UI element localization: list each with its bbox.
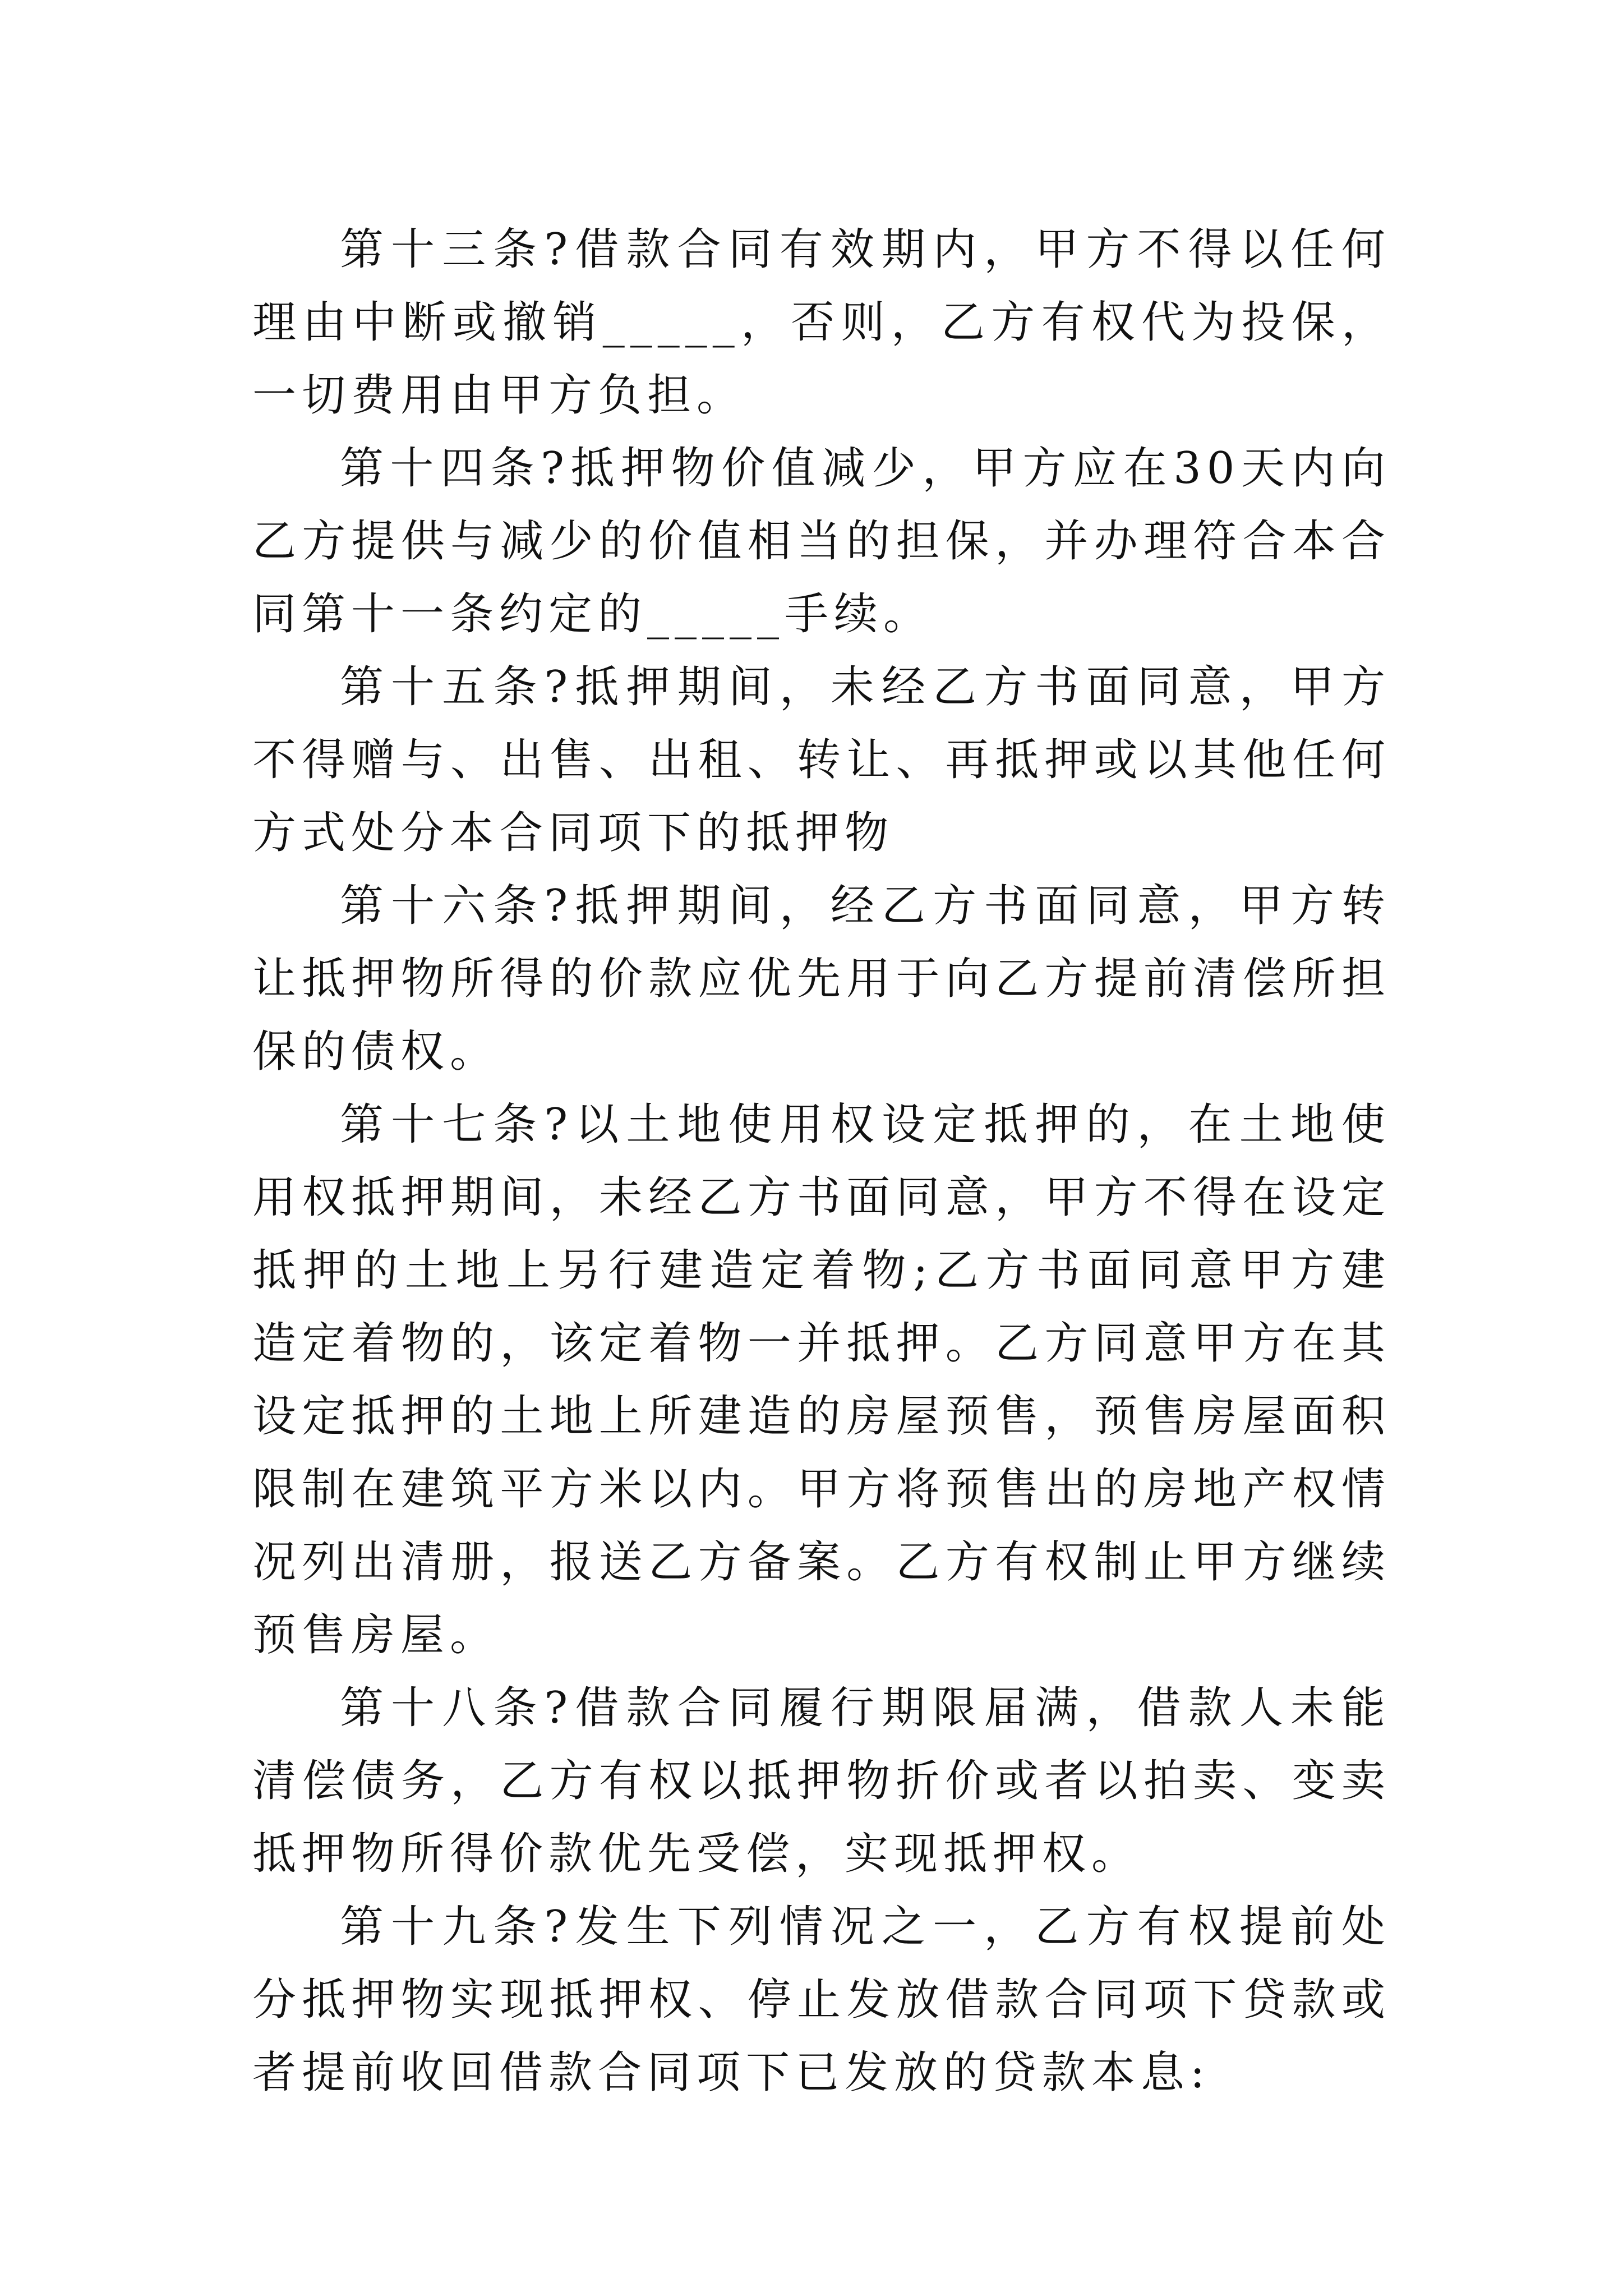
article-15-paragraph: 第十五条?抵押期间，未经乙方书面同意，甲方不得赠与、出售、出租、转让、再抵押或以其他任何方式处分本合同项下的抵押物 xyxy=(252,662,1391,858)
article-13-paragraph: 第十三条?借款合同有效期内，甲方不得以任何理由中断或撤销_____，否则，乙方有权代为投保，一切费用由甲方负担。 xyxy=(252,224,1391,421)
article-17-paragraph: 第十七条?以土地使用权设定抵押的，在土地使用权抵押期间，未经乙方书面同意，甲方不得在设定抵押的土地上另行建造定着物;乙方书面同意甲方建造定着物的，该定着物一并抵押。乙方同意甲方在其设定抵押的土地上所建造的房屋预售，预售房屋面积限制在建筑平方米以内。甲方将预售出的房地产权情况列出清册，报送乙方备案。乙方有权制止甲方继续预售房屋。 xyxy=(252,1099,1391,1660)
document-body xyxy=(252,213,1391,2109)
article-19-paragraph: 第十九条?发生下列情况之一，乙方有权提前处分抵押物实现抵押权、停止发放借款合同项下贷款或者提前收回借款合同项下已发放的贷款本息: xyxy=(252,1902,1391,2098)
article-18-paragraph: 第十八条?借款合同履行期限届满，借款人未能清偿债务，乙方有权以抵押物折价或者以拍卖、变卖抵押物所得价款优先受偿，实现抵押权。 xyxy=(252,1683,1391,1879)
article-14-paragraph: 第十四条?抵押物价值减少，甲方应在30天内向乙方提供与减少的价值相当的担保，并办理符合本合同第十一条约定的_____手续。 xyxy=(252,443,1391,639)
article-16-paragraph: 第十六条?抵押期间，经乙方书面同意，甲方转让抵押物所得的价款应优先用于向乙方提前清偿所担保的债权。 xyxy=(252,881,1391,1077)
